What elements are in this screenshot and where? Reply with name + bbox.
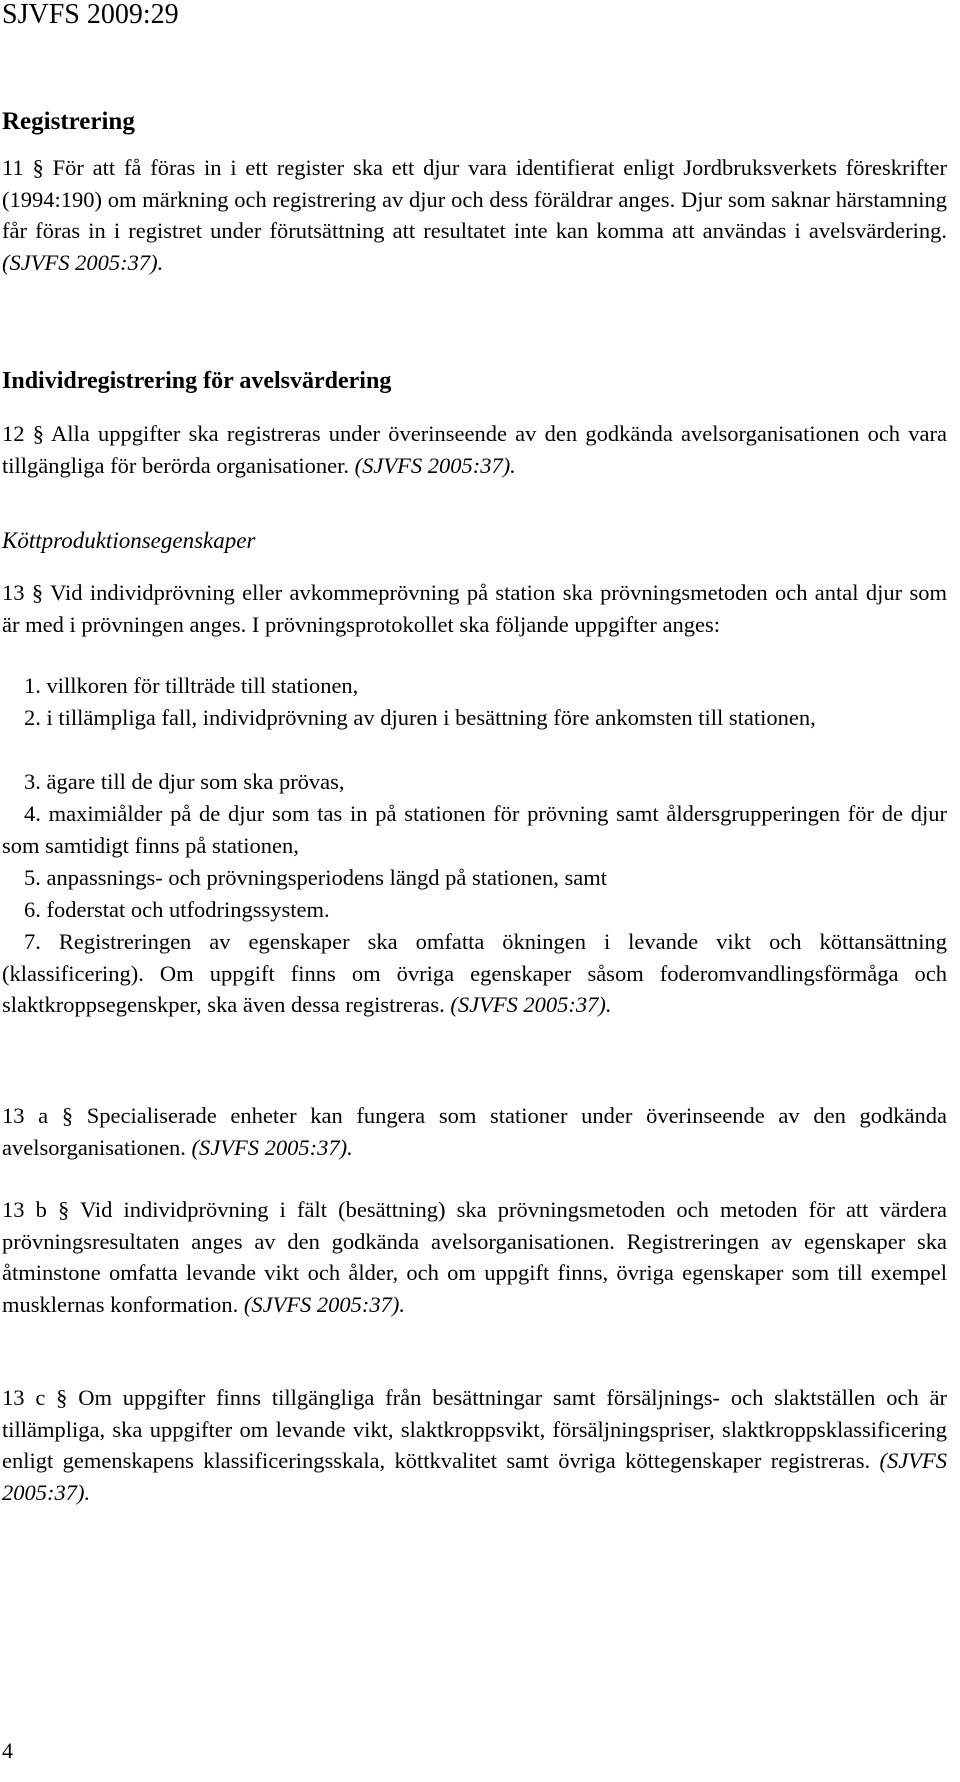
- list-item: [2, 926, 947, 1021]
- list-text: i tillämpliga fall, individprövning av djuren i besättning före ankomsten till stationen,: [46, 705, 816, 730]
- paragraph-13: [2, 577, 947, 640]
- reference: (SJVFS 2005:37).: [243, 1291, 406, 1317]
- section-number: 13 c §: [2, 1385, 68, 1410]
- list-item: [2, 766, 947, 798]
- page-number: 4: [2, 1738, 13, 1763]
- list-item: [2, 798, 947, 861]
- list-item: [2, 894, 947, 926]
- list-item: [2, 670, 947, 702]
- section-number: 11 §: [2, 155, 44, 180]
- list-text: villkoren för tillträde till stationen,: [46, 673, 359, 698]
- section-number: 12 §: [2, 421, 44, 446]
- heading-individregistrering: Individregistrering för avelsvärdering: [2, 368, 392, 394]
- reference: (SJVFS 2005:37).: [191, 1134, 353, 1160]
- paragraph-13b: [2, 1194, 947, 1320]
- paragraph-text: Alla uppgifter ska registreras under överinseende av den godkända avelsorganisationen och vara tillgängliga för berörda organisationer.: [2, 421, 948, 478]
- list-number: 5.: [24, 865, 41, 890]
- list-text: Registreringen av egenskaper ska omfatta ökningen i levande vikt och köttansättning (klassificering). Om uppgift finns om övriga egenskaper såsom foderomvandlingsförmåga och slaktkroppsegenskper, ska även dessa registreras.: [2, 929, 948, 1018]
- document-header: SJVFS 2009:29: [2, 0, 179, 30]
- list-number: 1.: [24, 673, 41, 698]
- list-number: 4.: [24, 801, 41, 826]
- heading-kottproduktion: Köttproduktionsegenskaper: [2, 528, 256, 553]
- list-text: ägare till de djur som ska prövas,: [46, 769, 345, 794]
- list-item: [2, 862, 947, 894]
- section-number: 13 §: [2, 580, 44, 605]
- paragraph-12: [2, 418, 947, 481]
- reference: (SJVFS 2005:37).: [450, 992, 612, 1018]
- paragraph-text: Vid individprövning i fält (besättning) ska prövningsmetoden och metoden för att värdera prövningsresultaten anges av den godkända avelsorganisationen. Registreringen av egenskaper ska åtminstone omfatta levande vikt och ålder, och om uppgift finns, övriga egenskaper som till exempel musklernas konformation.: [2, 1197, 948, 1317]
- section-number: 13 a §: [2, 1103, 74, 1128]
- section-number: 13 b §: [2, 1197, 70, 1222]
- list-number: 3.: [24, 769, 41, 794]
- paragraph-text: Om uppgifter finns tillgängliga från besättningar samt försäljnings- och slaktställen och är tillämpliga, ska uppgifter om levande vikt, slaktkroppsvikt, försäljningspriser, slaktkroppsklassificering enligt gemenskapens klassificeringsskala, köttkvalitet samt övriga köttegenskaper registreras.: [2, 1385, 947, 1474]
- paragraph-text: För att få föras in i ett register ska ett djur vara identifierat enligt Jordbruksverkets föreskrifter (1994:190) om märkning och registrering av djur och dess föräldrar anges. Djur som saknar härstamning får föras in i registret under förutsättning att resultatet inte kan komma att användas i avelsvärdering.: [2, 155, 948, 244]
- paragraph-13a: [2, 1100, 947, 1163]
- list-number: 6.: [24, 897, 41, 922]
- paragraph-11: [2, 152, 947, 278]
- list-item: [2, 702, 947, 734]
- heading-registrering: Registrering: [2, 108, 135, 135]
- reference: (SJVFS 2005:37).: [2, 249, 164, 275]
- list-number: 2.: [24, 705, 41, 730]
- paragraph-text: Specialiserade enheter kan fungera som stationer under överinseende av den godkända avelsorganisationen.: [2, 1103, 947, 1160]
- list-text: maximiålder på de djur som tas in på stationen för prövning samt åldersgrupperingen för de djur som samtidigt finns på stationen,: [2, 801, 947, 858]
- list-text: foderstat och utfodringssystem.: [46, 897, 330, 922]
- reference: (SJVFS 2005:37).: [2, 1448, 948, 1505]
- paragraph-text: Vid individprövning eller avkommeprövning på station ska prövningsmetoden och antal djur som är med i prövningen anges. I prövningsprotokollet ska följande uppgifter anges:: [2, 580, 948, 637]
- list-number: 7.: [24, 929, 41, 954]
- list-text: anpassnings- och prövningsperiodens längd på stationen, samt: [46, 865, 608, 890]
- reference: (SJVFS 2005:37).: [354, 452, 516, 478]
- paragraph-13c: [2, 1382, 947, 1508]
